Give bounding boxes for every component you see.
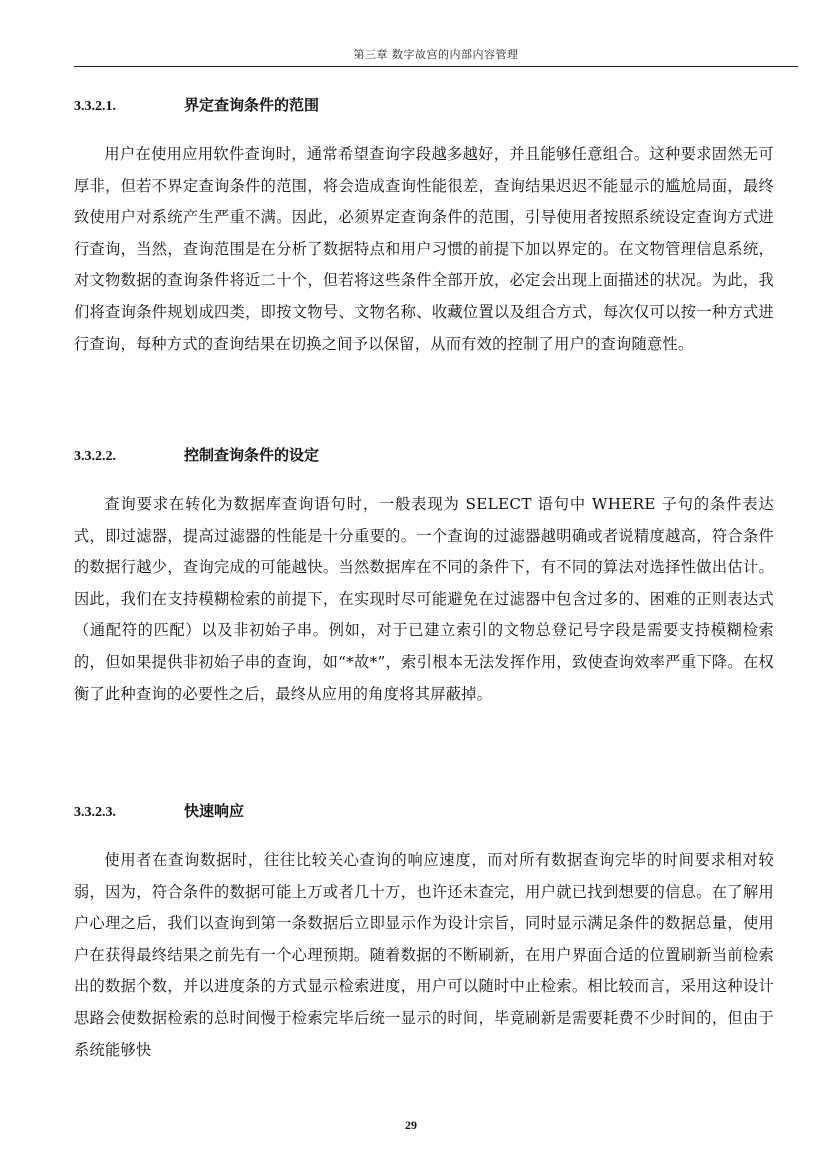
page-number: 29	[405, 1118, 417, 1132]
section-body: 用户在使用应用软件查询时，通常希望查询字段越多越好，并且能够任意组合。这种要求固然无可厚非，但若不界定查询条件的范围，将会造成查询性能很差，查询结果迟迟不能显示的尴尬局面，最终致使用户对系统产生严重不满。因此，必须界定查询条件的范围，引导使用者按照系统设定查询方式进行查询，当然，查询范围是在分析了数据特点和用户习惯的前提下加以界定的。在文物管理信息系统，对文物数据的查询条件将近二十个，但若将这些条件全部开放，必定会出现上面描述的状况。为此，我们将查询条件规划成四类，即按文物号、文物名称、收藏位置以及组合方式，每次仅可以按一种方式进行查询，每种方式的查询结果在切换之间予以保留，从而有效的控制了用户的查询随意性。	[74, 145, 774, 353]
running-header: 第三章 数字故宫的内部内容管理	[353, 48, 519, 61]
section-title: 快速响应	[184, 802, 245, 820]
section-number: 3.3.2.3.	[74, 805, 116, 820]
header-rule	[74, 66, 798, 67]
section-heading	[74, 800, 774, 822]
section-3-3-2-1	[74, 94, 774, 360]
section-number: 3.3.2.1.	[74, 99, 116, 114]
section-3-3-2-2	[74, 444, 774, 710]
section-3-3-2-3	[74, 800, 774, 1066]
section-title: 界定查询条件的范围	[184, 96, 320, 114]
section-body: 使用者在查询数据时，往往比较关心查询的响应速度，而对所有数据查询完毕的时间要求相对较弱，因为，符合条件的数据可能上万或者几十万，也许还未查完，用户就已找到想要的信息。在了解用户心理之后，我们以查询到第一条数据后立即显示作为设计宗旨，同时显示满足条件的数据总量，使用户在获得最终结果之前先有一个心理预期。随着数据的不断刷新，在用户界面合适的位置刷新当前检索出的数据个数，并以进度条的方式显示检索进度，用户可以随时中止检索。相比较而言，采用这种设计思路会使数据检索的总时间慢于检索完毕后统一显示的时间，毕竟刷新是需要耗费不少时间的，但由于系统能够快	[74, 851, 774, 1059]
section-body: 查询要求在转化为数据库查询语句时，一般表现为 SELECT 语句中 WHERE 子句的条件表达式，即过滤器，提高过滤器的性能是十分重要的。一个查询的过滤器越明确或者说精度越高，符合条件的数据行越少，查询完成的可能越快。当然数据库在不同的条件下，有不同的算法对选择性做出估计。因此，我们在支持模糊检索的前提下，在实现时尽可能避免在过滤器中包含过多的、困难的正则表达式（通配符的匹配）以及非初始子串。例如，对于已建立索引的文物总登记号字段是需要支持模糊检索的，但如果提供非初始子串的查询，如“*故*”，索引根本无法发挥作用，致使查询效率严重下降。在权衡了此种查询的必要性之后，最终从应用的角度将其屏蔽掉。	[74, 495, 774, 703]
section-number: 3.3.2.2.	[74, 449, 116, 464]
section-heading	[74, 94, 774, 116]
section-heading	[74, 444, 774, 466]
section-title: 控制查询条件的设定	[184, 446, 320, 464]
